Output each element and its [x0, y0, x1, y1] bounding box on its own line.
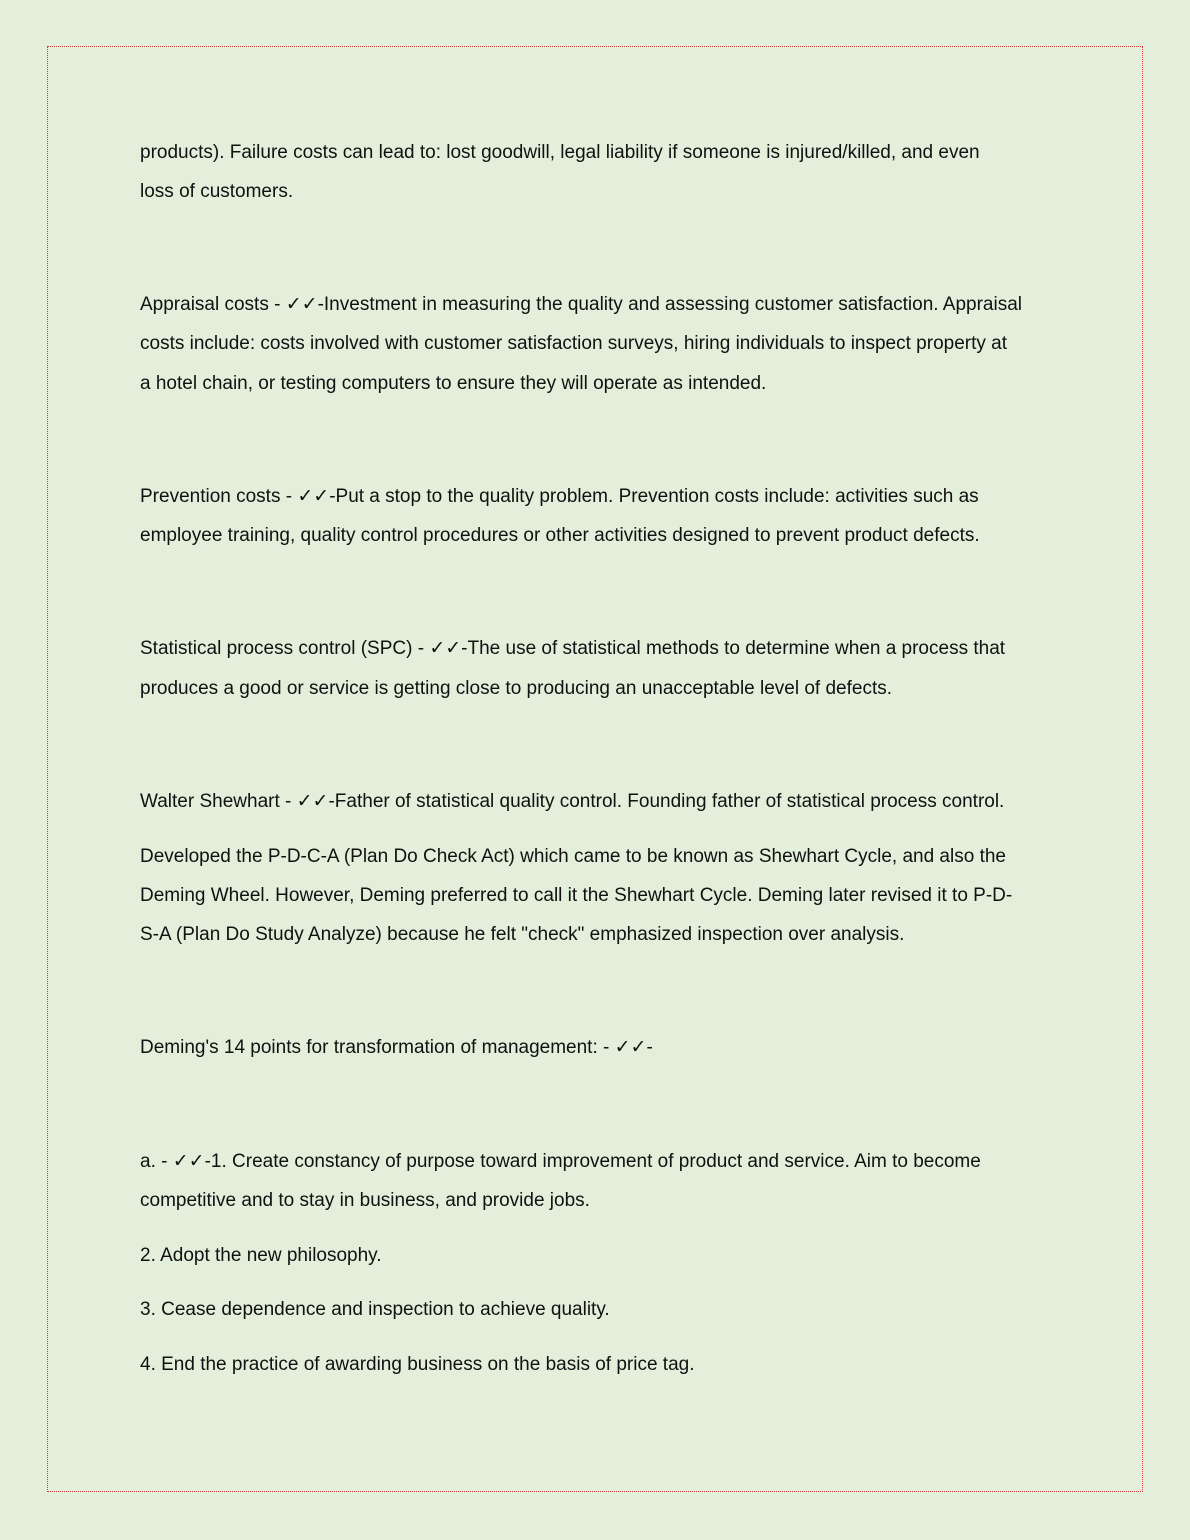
point-2-line: 2. Adopt the new philosophy.: [140, 1245, 382, 1266]
deming-14-points-line: [140, 1027, 1070, 1068]
double-check-icon: ✓✓: [429, 637, 462, 659]
failure-costs-line-2: loss of customers.: [140, 181, 294, 202]
shewhart-line-2: Developed the P-D-C-A (Plan Do Check Act) which came to be known as Shewhart Cycle, and also the: [140, 846, 1006, 867]
shewhart-line-1: [140, 781, 1070, 822]
double-check-icon: ✓✓: [297, 485, 330, 507]
term-walter-shewhart: Walter Shewhart -: [140, 791, 297, 812]
term-prevention-costs: Prevention costs -: [140, 486, 298, 507]
appraisal-costs-line-2: costs include: costs involved with customer satisfaction surveys, hiring individuals to inspect property at: [140, 333, 1008, 354]
point-3-line: 3. Cease dependence and inspection to achieve quality.: [140, 1299, 610, 1320]
double-check-icon: ✓✓: [172, 1150, 205, 1172]
point-1-line-1: [140, 1141, 1070, 1182]
shewhart-line-4: S-A (Plan Do Study Analyze) because he felt "check" emphasized inspection over analysis.: [140, 924, 905, 945]
failure-costs-line-1: products). Failure costs can lead to: lost goodwill, legal liability if someone is injured/killed, and even: [140, 142, 980, 163]
term-appraisal-costs: Appraisal costs -: [140, 294, 286, 315]
appraisal-costs-line-1: [140, 284, 1070, 325]
prevention-costs-line-2: employee training, quality control procedures or other activities designed to prevent product defects.: [140, 525, 980, 546]
appraisal-costs-line-3: a hotel chain, or testing computers to ensure they will operate as intended.: [140, 373, 767, 394]
spc-definition: -The use of statistical methods to determine when a process that: [461, 638, 1006, 659]
deming-14-points-dash: -: [646, 1037, 653, 1058]
prevention-costs-line-1: [140, 476, 1070, 517]
appraisal-costs-definition: -Investment in measuring the quality and assessing customer satisfaction. Appraisal: [317, 294, 1022, 315]
prevention-costs-definition: -Put a stop to the quality problem. Prevention costs include: activities such as: [329, 486, 979, 507]
term-spc: Statistical process control (SPC) -: [140, 638, 430, 659]
double-check-icon: ✓✓: [296, 790, 329, 812]
term-a: a. -: [140, 1151, 173, 1172]
point-1-line-2: competitive and to stay in business, and provide jobs.: [140, 1190, 590, 1211]
point-1-text: -1. Create constancy of purpose toward improvement of product and service. Aim to become: [204, 1151, 981, 1172]
spc-line-2: produces a good or service is getting close to producing an unacceptable level of defects.: [140, 678, 893, 699]
spc-line-1: [140, 628, 1070, 669]
double-check-icon: ✓✓: [285, 293, 318, 315]
shewhart-definition: -Father of statistical quality control. Founding father of statistical process control.: [328, 791, 1005, 812]
term-deming-14-points: Deming's 14 points for transformation of management: -: [140, 1037, 615, 1058]
point-4-line: 4. End the practice of awarding business on the basis of price tag.: [140, 1354, 695, 1375]
double-check-icon: ✓✓: [614, 1036, 647, 1058]
shewhart-line-3: Deming Wheel. However, Deming preferred to call it the Shewhart Cycle. Deming later revised it to P-D-: [140, 885, 1013, 906]
